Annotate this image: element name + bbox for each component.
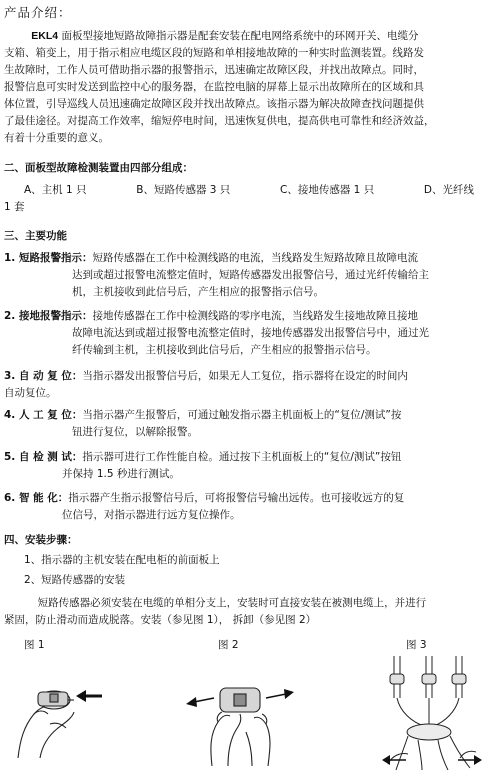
function-self-test [4, 449, 478, 483]
page-title: 产品介绍： [4, 5, 72, 20]
figure-3-label: 图 3 [406, 639, 427, 651]
function-text: 指示器可进行工作性能自检。通过按下主机面板上的“复位/测试”按钮 [82, 451, 402, 463]
function-text: 接地传感器在工作中检测线路的零序电流，当线路发生接地故障且接地 [92, 310, 418, 322]
intro-line: 有着十分重要的意义。 [4, 132, 109, 144]
install-step: 2、短路传感器的安装 [24, 574, 126, 586]
figure-2-label: 图 2 [218, 639, 239, 651]
section-heading-functions: 三、主要功能 [4, 230, 67, 242]
component-list [4, 182, 478, 216]
function-label: 5. 自 检 测 试： [4, 451, 83, 463]
product-model: EKL4 [31, 30, 59, 42]
component-row [4, 182, 478, 199]
function-auto-reset [4, 368, 478, 402]
function-text: 短路传感器在工作中检测线路的电流，当线路发生短路故障且故障电流 [92, 252, 418, 264]
function-text: 当指示器发出报警信号后，如果无人工复位，指示器将在设定的时间内 [82, 370, 408, 382]
function-label: 1. 短路报警指示： [4, 252, 93, 264]
function-text: 并保持 1.5 秒进行测试。 [62, 468, 180, 480]
install-paragraph: 短路传感器必须安装在电缆的单相分支上，安装时可直接安装在被测电缆上，并进行 [37, 597, 427, 609]
function-short-circuit [4, 250, 478, 301]
function-text: 自动复位。 [4, 387, 57, 399]
intro-line: 支箱、箱变上，用于指示相应电缆区段的短路和单相接地故障的一种实时监测装置。线路发 [4, 47, 424, 59]
intro-text: 面板型接地短路故障指示器是配套安装在配电网络系统中的环网开关、电缆分 [58, 30, 419, 42]
function-label: 6. 智 能 化： [4, 492, 69, 504]
function-text: 指示器产生指示报警信号后，可将报警信号输出远传。也可接收远方的复 [68, 492, 405, 504]
function-text: 纤传输到主机，主机接收到此信号后，产生相应的报警指示信号。 [72, 344, 377, 356]
intro-line: 了最佳途径。对提高工作效率，缩短停电时间，迅速恢复供电，提高供电可靠性和经济效益， [4, 115, 435, 127]
function-label: 3. 自 动 复 位： [4, 370, 83, 382]
install-step: 1、指示器的主机安装在配电柜的前面板上 [24, 554, 220, 566]
intro-line [4, 28, 474, 45]
function-intelligent [4, 490, 478, 524]
function-label: 4. 人 工 复 位： [4, 409, 83, 421]
intro-line: 生故障时，工作人员可借助指示器的报警指示，迅速确定故障区段，并找出故障点。同时， [4, 64, 424, 76]
section-heading-installation: 四、安装步骤： [4, 534, 78, 546]
function-text: 达到或超过报警电流整定值时，短路传感器发出报警信号，通过光纤传输给主 [72, 269, 429, 281]
component-item: C、接地传感器 1 只 [280, 184, 375, 196]
component-item: B、短路传感器 3 只 [136, 184, 231, 196]
component-item: D、光纤线 [423, 184, 474, 196]
intro-line: 报警信息可实时发送到监控中心的服务器，在监控电脑的屏幕上显示出故障所在的区域和具 [4, 81, 424, 93]
function-text: 机，主机接收到此信号后，产生相应的报警指示信号。 [72, 286, 324, 298]
function-ground-fault [4, 308, 478, 359]
component-tail: 1 套 [4, 201, 25, 213]
figure-1-label: 图 1 [24, 639, 45, 651]
install-paragraph: 紧固，防止滑动而造成脱落。安装（参见图 1）， 拆卸（参见图 2） [4, 614, 317, 626]
figure-2-remove-illustration [180, 668, 300, 768]
function-text: 故障电流达到或超过报警电流整定值时，接地传感器发出报警信号中，通过光 [72, 327, 429, 339]
intro-paragraph [4, 28, 474, 147]
installation-steps [4, 552, 478, 629]
component-item: A、主机 1 只 [24, 184, 87, 196]
function-text: 钮进行复位，以解除报警。 [72, 426, 198, 438]
function-label: 2. 接地报警指示： [4, 310, 93, 322]
section-heading-components: 二、面板型故障检测装置由四部分组成： [4, 162, 193, 174]
function-text: 位信号，对指示器进行远方复位操作。 [62, 509, 241, 521]
function-manual-reset [4, 407, 478, 441]
intro-line: 体位置，引导巡线人员迅速确定故障区段并找出故障点。该指示器为解决故障查找问题提供 [4, 98, 424, 110]
figure-1-install-illustration [10, 670, 125, 760]
figure-3-cable-illustration [378, 652, 486, 772]
function-text: 当指示器产生报警后，可通过触发指示器主机面板上的“复位/测试”按 [82, 409, 402, 421]
